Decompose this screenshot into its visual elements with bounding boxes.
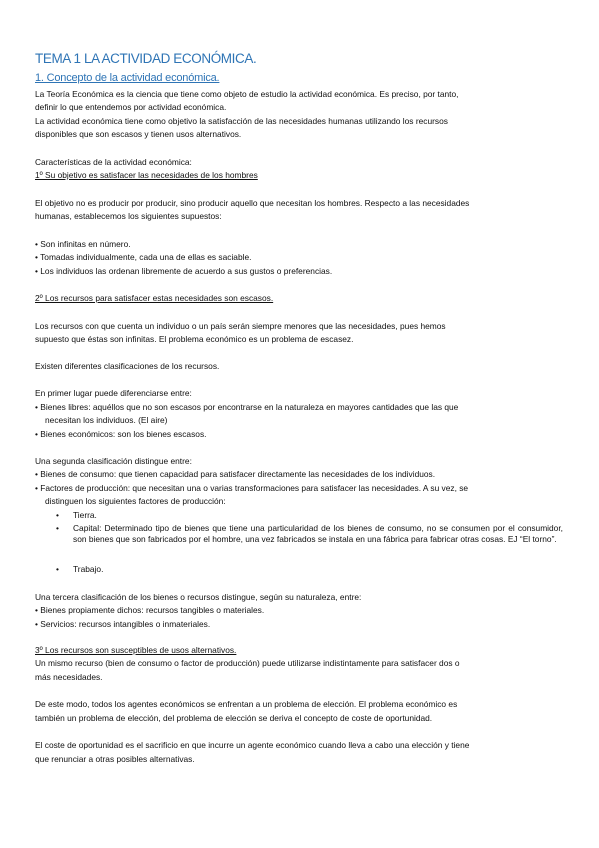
list-item: • Bienes de consumo: que tienen capacidad para satisfacer directamente las necesidades de los individuos. <box>35 469 436 479</box>
paragraph-line: humanas, establecemos los siguientes supuestos: <box>35 211 222 221</box>
sub-list-item: • Tierra. <box>73 510 97 521</box>
characteristic-1-heading: 1º Su objetivo es satisfacer las necesidades de los hombres <box>35 170 258 180</box>
paragraph-line: supuesto que éstas son infinitas. El problema económico es un problema de escasez. <box>35 334 354 344</box>
paragraph-line: De este modo, todos los agentes económicos se enfrentan a un problema de elección. El problema económico es <box>35 699 458 709</box>
paragraph-line: Un mismo recurso (bien de consumo o factor de producción) puede utilizarse indistintamente para satisfacer dos o <box>35 658 460 668</box>
list-item: • Los individuos las ordenan libremente de acuerdo a sus gustos o preferencias. <box>35 266 333 276</box>
characteristic-3-heading: 3º Los recursos son susceptibles de usos alternativos. <box>35 645 237 655</box>
list-item: • Factores de producción: que necesitan una o varias transformaciones para satisfacer las necesidades. A su vez, se <box>35 483 469 493</box>
paragraph-line: que renunciar a otras posibles alternativas. <box>35 754 195 764</box>
list-item: • Tomadas individualmente, cada una de ellas es saciable. <box>35 252 252 262</box>
paragraph-line: también un problema de elección, del problema de elección se deriva el concepto de coste de oportunidad. <box>35 713 433 723</box>
paragraph-line: El objetivo no es producir por producir, sino producir aquello que necesitan los hombres. Respecto a las necesidades <box>35 198 470 208</box>
list-item-continuation: necesitan los individuos. (El aire) <box>45 415 168 425</box>
paragraph-line: definir lo que entendemos por actividad económica. <box>35 102 227 112</box>
paragraph-line: más necesidades. <box>35 672 103 682</box>
sub-list-item: • Capital: Determinado tipo de bienes que tiene una particularidad de los bienes de consumo, no se consumen por el consumidor, son bienes que son fabricados por el hombre, una vez fabricados se instala en una fábrica para fabricar otras cosas. EJ “El torno”. <box>73 523 563 545</box>
paragraph-line: El coste de oportunidad es el sacrificio en que incurre un agente económico cuando lleva a cabo una elección y tiene <box>35 740 470 750</box>
paragraph-line: En primer lugar puede diferenciarse entre: <box>35 388 192 398</box>
list-item-continuation: distinguen los siguientes factores de producción: <box>45 496 226 506</box>
paragraph-line: La actividad económica tiene como objetivo la satisfacción de las necesidades humanas utilizando los recursos <box>35 116 448 126</box>
list-item: • Bienes económicos: son los bienes escasos. <box>35 429 207 439</box>
list-item: • Son infinitas en número. <box>35 239 131 249</box>
characteristic-2-heading: 2º Los recursos para satisfacer estas necesidades son escasos. <box>35 293 274 303</box>
paragraph-line: Los recursos con que cuenta un individuo o un país serán siempre menores que las necesidades, pues hemos <box>35 321 446 331</box>
paragraph-line: La Teoría Económica es la ciencia que tiene como objeto de estudio la actividad económica. Es preciso, por tanto, <box>35 89 459 99</box>
characteristics-intro: Características de la actividad económica: <box>35 157 192 167</box>
page-title: TEMA 1 LA ACTIVIDAD ECONÓMICA. <box>35 51 257 66</box>
paragraph-line: disponibles que son escasos y tienen usos alternativos. <box>35 129 242 139</box>
paragraph-line: Existen diferentes clasificaciones de los recursos. <box>35 361 220 371</box>
list-item: • Bienes propiamente dichos: recursos tangibles o materiales. <box>35 605 265 615</box>
sub-list-item: • Trabajo. <box>73 564 103 575</box>
list-item: • Servicios: recursos intangibles o inmateriales. <box>35 619 211 629</box>
section-heading-concepto: 1. Concepto de la actividad económica. <box>35 72 220 84</box>
paragraph-line: Una segunda clasificación distingue entre: <box>35 456 192 466</box>
list-item: • Bienes libres: aquéllos que no son escasos por encontrarse en la naturaleza en mayores cantidades que las que <box>35 402 459 412</box>
paragraph-line: Una tercera clasificación de los bienes o recursos distingue, según su naturaleza, entre: <box>35 592 362 602</box>
